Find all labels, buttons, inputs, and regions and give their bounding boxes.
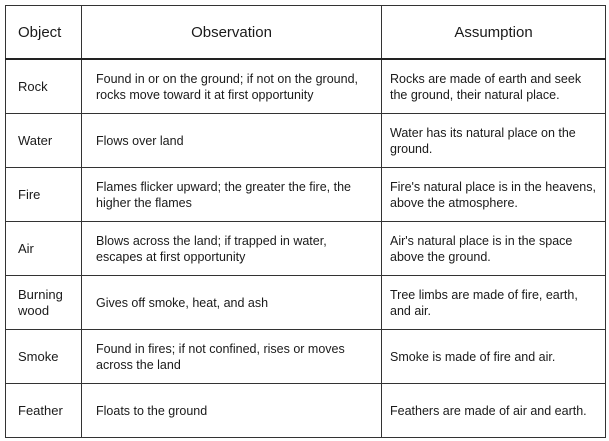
cell-observation: Found in or on the ground; if not on the ground, rocks move toward it at first opportunity	[82, 59, 382, 114]
cell-object: Feather	[6, 384, 82, 438]
cell-object: Smoke	[6, 330, 82, 384]
cell-object: Rock	[6, 59, 82, 114]
cell-object: Fire	[6, 168, 82, 222]
cell-observation: Floats to the ground	[82, 384, 382, 438]
cell-assumption: Tree limbs are made of fire, earth, and air.	[382, 276, 606, 330]
cell-observation: Flows over land	[82, 114, 382, 168]
table-row	[6, 330, 606, 384]
header-row	[6, 6, 606, 60]
observation-assumption-table	[5, 5, 606, 438]
cell-assumption: Feathers are made of air and earth.	[382, 384, 606, 438]
table-header	[6, 6, 606, 60]
column-header-assumption: Assumption	[382, 6, 606, 60]
cell-object: Air	[6, 222, 82, 276]
table-row	[6, 276, 606, 330]
column-header-observation: Observation	[82, 6, 382, 60]
cell-assumption: Smoke is made of fire and air.	[382, 330, 606, 384]
cell-assumption: Air's natural place is in the space above the ground.	[382, 222, 606, 276]
column-header-object: Object	[6, 6, 82, 60]
table-row	[6, 114, 606, 168]
cell-observation: Gives off smoke, heat, and ash	[82, 276, 382, 330]
cell-observation: Flames flicker upward; the greater the fire, the higher the flames	[82, 168, 382, 222]
cell-assumption: Water has its natural place on the ground.	[382, 114, 606, 168]
table-body	[6, 59, 606, 438]
cell-observation: Blows across the land; if trapped in water, escapes at first opportunity	[82, 222, 382, 276]
cell-observation: Found in fires; if not confined, rises or moves across the land	[82, 330, 382, 384]
table-row	[6, 59, 606, 114]
cell-assumption: Fire's natural place is in the heavens, above the atmosphere.	[382, 168, 606, 222]
table-row	[6, 168, 606, 222]
cell-assumption: Rocks are made of earth and seek the ground, their natural place.	[382, 59, 606, 114]
cell-object: Burning wood	[6, 276, 82, 330]
table-row	[6, 384, 606, 438]
cell-object: Water	[6, 114, 82, 168]
table-row	[6, 222, 606, 276]
